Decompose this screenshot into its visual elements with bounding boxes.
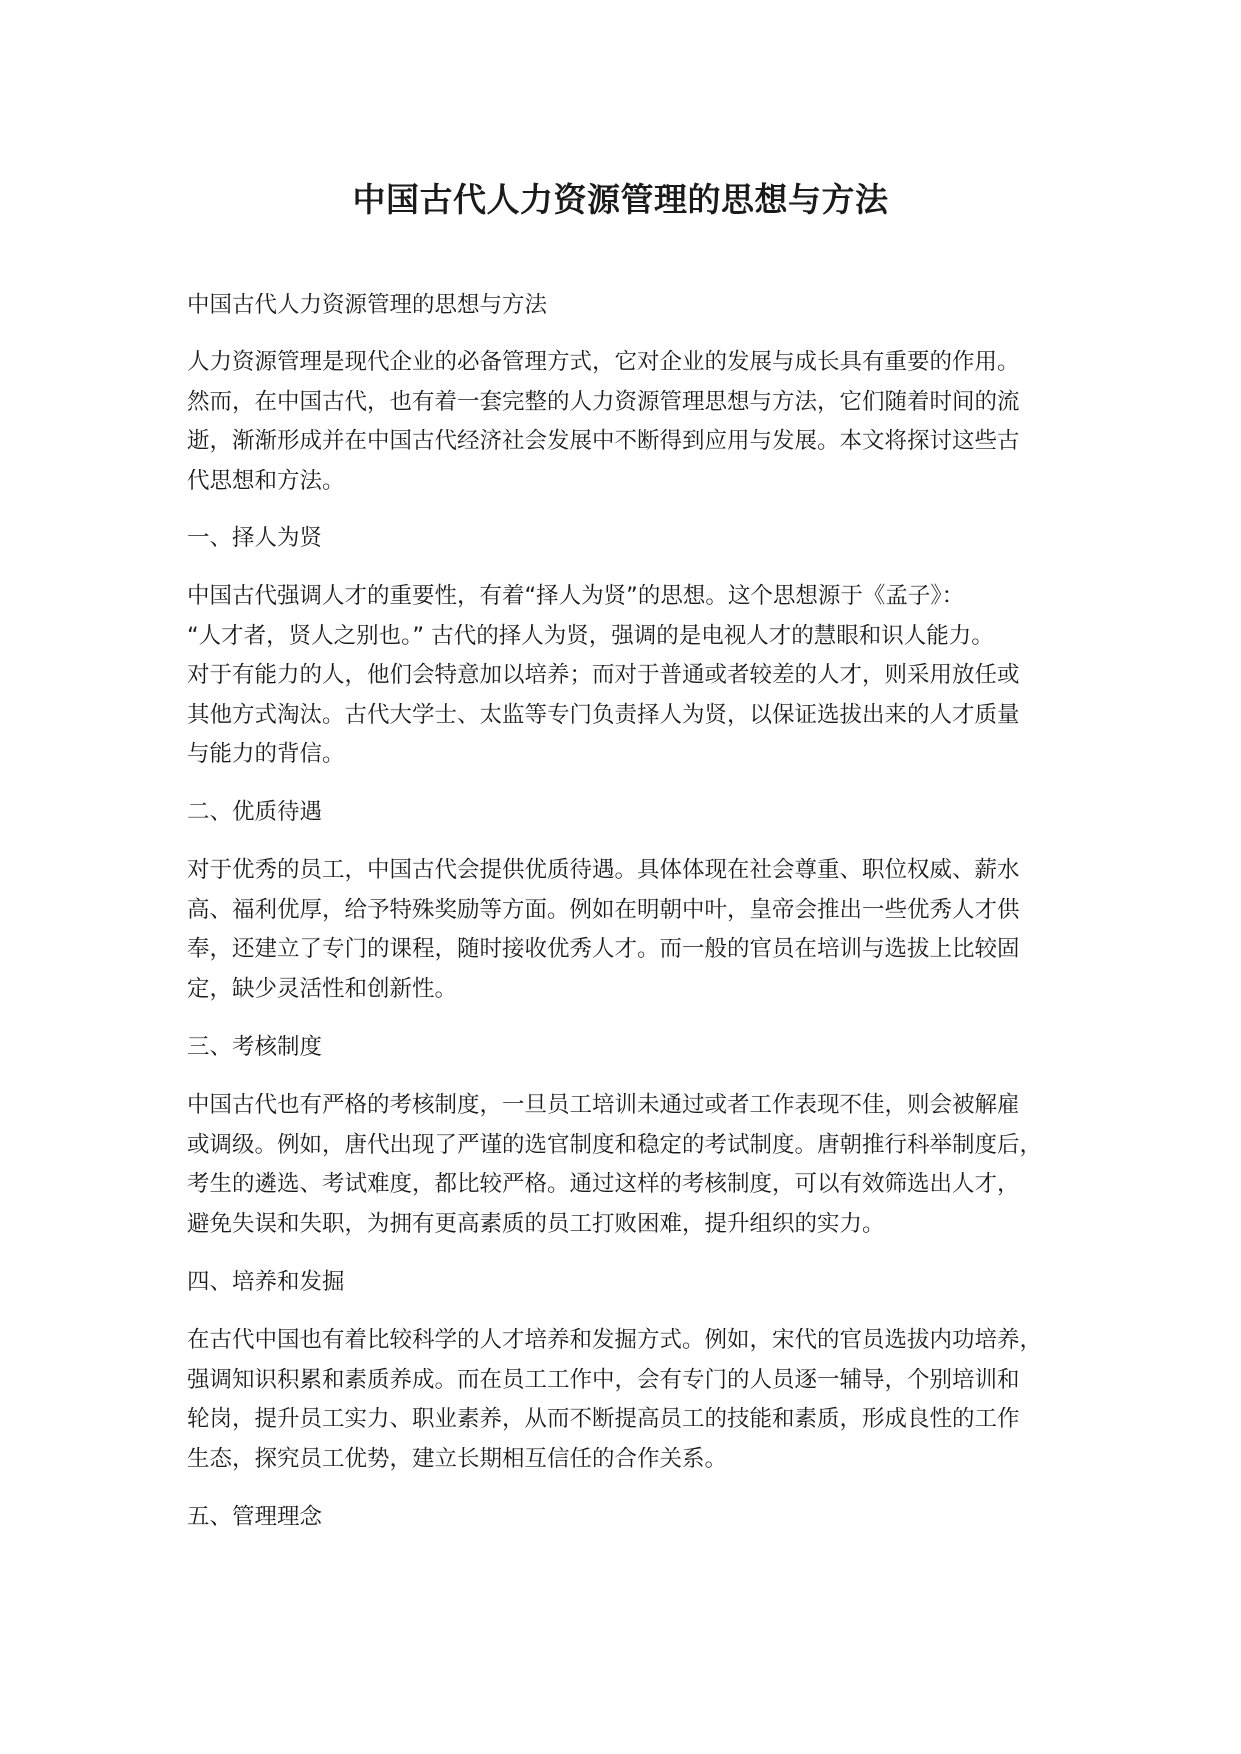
paragraph-line: 在古代中国也有着比较科学的人才培养和发掘方式。例如，宋代的官员选拔内功培养， [187,1327,1043,1353]
paragraph-line: “人才者，贤人之别也。” 古代的择人为贤，强调的是电视人才的慧眼和识人能力。 [187,622,994,649]
paragraph-line: 对于有能力的人，他们会特意加以培养；而对于普通或者较差的人才，则采用放任或 [187,662,1020,688]
paragraph-line: 其他方式淘汰。古代大学士、太监等专门负责择人为贤，以保证选拔出来的人才质量 [187,701,1020,728]
intro-paragraph [187,343,1067,501]
section-paragraph [187,851,1067,1009]
section-heading: 五、管理理念 [187,1504,323,1530]
section-heading: 三、考核制度 [187,1034,323,1060]
paragraph-line: 生态，探究员工优势，建立长期相互信任的合作关系。 [187,1445,728,1472]
paragraph-line: 与能力的背信。 [187,741,345,767]
paragraph-line: 或调级。例如，唐代出现了严谨的选官制度和稳定的考试制度。唐朝推行科举制度后， [187,1131,1043,1158]
intro-line: 逝，渐渐形成并在中国古代经济社会发展中不断得到应用与发展。本文将探讨这些古 [187,428,1020,454]
section-paragraph [187,1086,1067,1244]
intro-line: 然而，在中国古代，也有着一套完整的人力资源管理思想与方法，它们随着时间的流 [187,388,1020,415]
section-heading: 二、优质待遇 [187,799,323,825]
intro-line: 人力资源管理是现代企业的必备管理方式，它对企业的发展与成长具有重要的作用。 [187,349,1020,375]
paragraph-line: 避免失误和失职，为拥有更高素质的员工打败困难，提升组织的实力。 [187,1210,885,1237]
paragraph-line: 定，缺少灵活性和创新性。 [187,975,458,1002]
document-title: 中国古代人力资源管理的思想与方法 [352,180,889,219]
section-heading: 一、择人为贤 [187,525,323,551]
paragraph-line: 中国古代也有严格的考核制度，一旦员工培训未通过或者工作表现不佳，则会被解雇 [187,1092,1020,1118]
paragraph-line: 中国古代强调人才的重要性，有着“择人为贤”的思想。这个思想源于《孟子》： [187,583,965,609]
paragraph-line: 考生的遴选、考试难度，都比较严格。通过这样的考核制度，可以有效筛选出人才， [187,1171,1020,1197]
paragraph-line: 轮岗，提升员工实力、职业素养，从而不断提高员工的技能和素质，形成良性的工作 [187,1406,1020,1432]
section-paragraph [187,577,1067,775]
intro-line: 代思想和方法。 [187,467,345,494]
paragraph-line: 强调知识积累和素质养成。而在员工工作中，会有专门的人员逐一辅导，个别培训和 [187,1366,1020,1393]
section-paragraph [187,1321,1067,1479]
paragraph-line: 对于优秀的员工，中国古代会提供优质待遇。具体体现在社会尊重、职位权威、薪水 [187,857,1020,883]
section-heading: 四、培养和发掘 [187,1269,345,1295]
paragraph-line: 高、福利优厚，给予特殊奖励等方面。例如在明朝中叶，皇帝会推出一些优秀人才供 [187,896,1020,923]
paragraph-line: 奉，还建立了专门的课程，随时接收优秀人才。而一般的官员在培训与选拔上比较固 [187,936,1020,962]
document-subtitle: 中国古代人力资源管理的思想与方法 [187,292,548,318]
